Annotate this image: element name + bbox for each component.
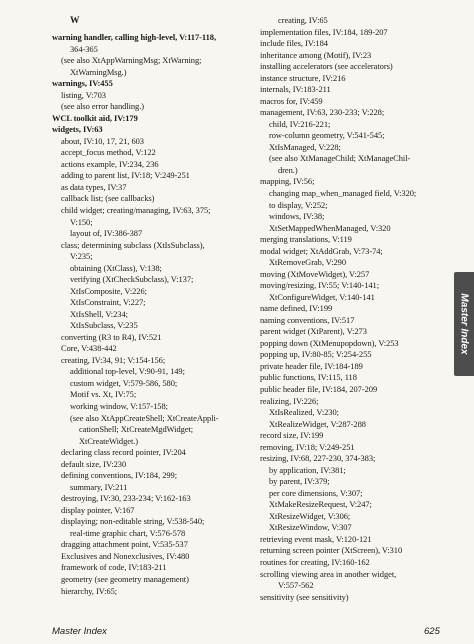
index-subentry: creating, IV:65 <box>278 15 328 25</box>
index-entry: widgets, IV:63 <box>52 124 103 135</box>
index-subentry: XtWarningMsg.) <box>70 66 127 77</box>
index-subentry: creating, IV:34, 91; V:154-156; <box>61 354 166 365</box>
index-entry: macros for, IV:459 <box>260 95 323 106</box>
index-subentry: additional top-level, V:90-91, 149; <box>70 366 185 377</box>
index-entry: name defined, IV:199 <box>260 303 333 314</box>
index-subentry: class; determining subclass (XtIsSubclass), <box>61 239 205 250</box>
index-entry: sensitivity (see sensitivity) <box>260 591 349 602</box>
index-entry: popping down (XtMenupopdown), V:253 <box>260 337 399 348</box>
index-subentry: display pointer, V:167 <box>61 504 135 515</box>
index-subentry: XtRealizeWidget, V:287-288 <box>269 418 366 429</box>
index-subentry: V:150; <box>70 216 93 227</box>
index-subentry: hierarchy, IV:65; <box>61 585 118 596</box>
index-entry: retrieving event mask, V:120-121 <box>260 533 372 544</box>
index-subentry: by application, IV:381; <box>269 464 346 475</box>
index-subentry: default size, IV:230 <box>61 458 127 469</box>
side-tab-label: Master Index <box>458 293 470 355</box>
index-subentry: XtCreateWidget.) <box>79 435 139 446</box>
index-subentry: displaying; non-editable string, V:538-540; <box>61 516 205 527</box>
page-number: 625 <box>424 626 440 637</box>
index-subentry: layout of, IV:386-387 <box>70 228 143 239</box>
index-subentry: geometry (see geometry management) <box>61 573 189 584</box>
index-subentry: XtIsManaged, V:228; <box>269 141 341 152</box>
index-column-left <box>52 15 256 597</box>
index-entry: public header file, IV:184, 207-209 <box>260 384 378 394</box>
index-entry: implementation files, IV:184, 189-207 <box>260 26 388 37</box>
index-entry: include files, IV:184 <box>260 38 328 49</box>
index-subentry: verifying (XtCheckSubclass), V:137; <box>70 274 194 285</box>
index-subentry: Core, V:438-442 <box>61 343 117 354</box>
index-subentry: declaring class record pointer, IV:204 <box>61 447 186 458</box>
index-subentry: custom widget, V:579-586, 580; <box>70 377 178 388</box>
index-subentry: actions example, IV:234, 236 <box>61 158 159 169</box>
index-subentry: (see also XtManageChild; XtManageChil- <box>269 153 411 164</box>
index-subentry: working window, V:157-158; <box>70 401 168 411</box>
index-subentry: XtIsConstraint, V:227; <box>70 297 146 308</box>
index-subentry: V:235; <box>70 251 93 262</box>
index-subentry: XtResizeWidget, V:306; <box>269 510 351 521</box>
index-subentry: changing map_when_managed field, V:320; <box>269 187 417 198</box>
index-subentry: (see also XtAppCreateShell; XtCreateAppli- <box>70 412 219 423</box>
index-entry: mapping, IV:56; <box>260 176 315 187</box>
index-subentry: (see also XtAppWarningMsg; XtWarning; <box>61 55 202 66</box>
index-subentry: about, IV:10, 17, 21, 603 <box>61 135 144 146</box>
index-entry: public functions, IV:115, 118 <box>260 372 357 383</box>
index-entry: popping up, IV:80-85; V:254-255 <box>260 349 372 360</box>
index-entry: scrolling viewing area in another widget, <box>260 568 397 579</box>
index-entry: record size, IV:199 <box>260 430 324 441</box>
index-subentry: accept_focus method, V:122 <box>61 147 156 158</box>
index-column-right <box>260 15 456 603</box>
index-entry: moving/resizing, IV:55; V:140-141; <box>260 280 379 291</box>
index-subentry: dren.) <box>278 164 298 175</box>
index-entry: removing, IV:18; V:249-251 <box>260 441 355 452</box>
index-entry: warning handler, calling high-level, V:117-118, <box>52 32 217 42</box>
index-entry: moving (XtMoveWidget), V:257 <box>260 268 370 279</box>
index-entry: warnings, IV:455 <box>52 78 113 89</box>
index-entry: realizing, IV:226; <box>260 395 319 406</box>
footer-title: Master Index <box>52 626 107 637</box>
index-subentry: to display, V:252; <box>269 199 328 210</box>
index-subentry: Exclusives and Nonexclusives, IV:480 <box>61 550 190 561</box>
index-subentry: Motif vs. Xt, IV:75; <box>70 389 137 400</box>
index-subentry: cationShell; XtCreateMgdWidget; <box>79 424 194 435</box>
index-subentry: adding to parent list, IV:18; V:249-251 <box>61 170 190 181</box>
index-subentry: defining conventions, IV:184, 299; <box>61 470 178 481</box>
index-subentry: (see also error handling.) <box>61 101 145 112</box>
index-subentry: destroying, IV:30, 233-234; V:162-163 <box>61 493 191 504</box>
index-subentry: windows, IV:38; <box>269 211 325 222</box>
index-subentry: framework of code, IV:183-211 <box>61 562 167 573</box>
index-subentry: child widget; creating/managing, IV:63, 375; <box>61 204 211 215</box>
master-index-side-tab <box>454 272 474 376</box>
index-subentry: as data types, IV:37 <box>61 181 127 192</box>
index-subentry: V:557-562 <box>278 580 314 591</box>
index-subentry: summary, IV:211 <box>70 481 128 492</box>
index-entry: modal widget; XtAddGrab, V:73-74; <box>260 245 383 256</box>
index-entry: parent widget (XtParent), V:273 <box>260 326 367 337</box>
index-entry: internals, IV:183-211 <box>260 84 331 95</box>
index-subentry: XtIsShell, V:234; <box>70 308 128 319</box>
index-entry: returning screen pointer (XtScreen), V:310 <box>260 545 403 556</box>
index-entry: WCL toolkit aid, IV:179 <box>52 112 138 123</box>
index-subentry: row-column geometry, V:541-545; <box>269 130 385 141</box>
index-entry: resizing, IV:68, 227-230, 374-383; <box>260 453 376 464</box>
index-subentry: callback list; (see callbacks) <box>61 193 155 204</box>
index-entry: routines for creating, IV:160-162 <box>260 556 370 567</box>
index-subentry: XtRemoveGrab, V:290 <box>269 257 347 268</box>
index-subentry: XtMakeResizeRequest, V:247; <box>269 499 372 510</box>
index-subentry: by parent, IV:379; <box>269 476 330 487</box>
index-subentry: XtSetMappedWhenManaged, V:320 <box>269 222 391 233</box>
index-subentry: XtIsRealized, V:230; <box>269 407 339 418</box>
index-entry: installing accelerators (see accelerators) <box>260 61 393 72</box>
index-entry: management, IV:63, 230-233; V:228; <box>260 107 385 118</box>
section-letter: W <box>70 16 80 26</box>
index-subentry: real-time graphic chart, V:576-578 <box>70 527 186 538</box>
index-subentry: obtaining (XtClass), V:138; <box>70 262 162 273</box>
index-subentry: XtIsSubclass, V:235 <box>70 320 138 331</box>
index-subentry: XtIsComposite, V:226; <box>70 285 147 296</box>
index-subentry: 364-365 <box>70 43 98 54</box>
index-subentry: XtConfigureWidget, V:140-141 <box>269 291 375 302</box>
index-subentry: per core dimensions, V:307; <box>269 487 363 498</box>
index-subentry: child, IV:216-221; <box>269 118 331 129</box>
index-entry: inheritance among (Motif), IV:23 <box>260 49 372 60</box>
index-subentry: dragging attachment point, V:535-537 <box>61 539 188 550</box>
index-entry: private header file, IV:184-189 <box>260 360 363 371</box>
index-entry: instance structure, IV:216 <box>260 72 346 83</box>
index-entry: merging translations, V:119 <box>260 234 352 245</box>
index-entry: naming conventions, IV:517 <box>260 314 355 325</box>
index-subentry: XtResizeWindow, V:307 <box>269 522 352 533</box>
index-subentry: listing, V:703 <box>61 89 106 100</box>
index-subentry: converting (R3 to R4), IV:521 <box>61 331 162 342</box>
